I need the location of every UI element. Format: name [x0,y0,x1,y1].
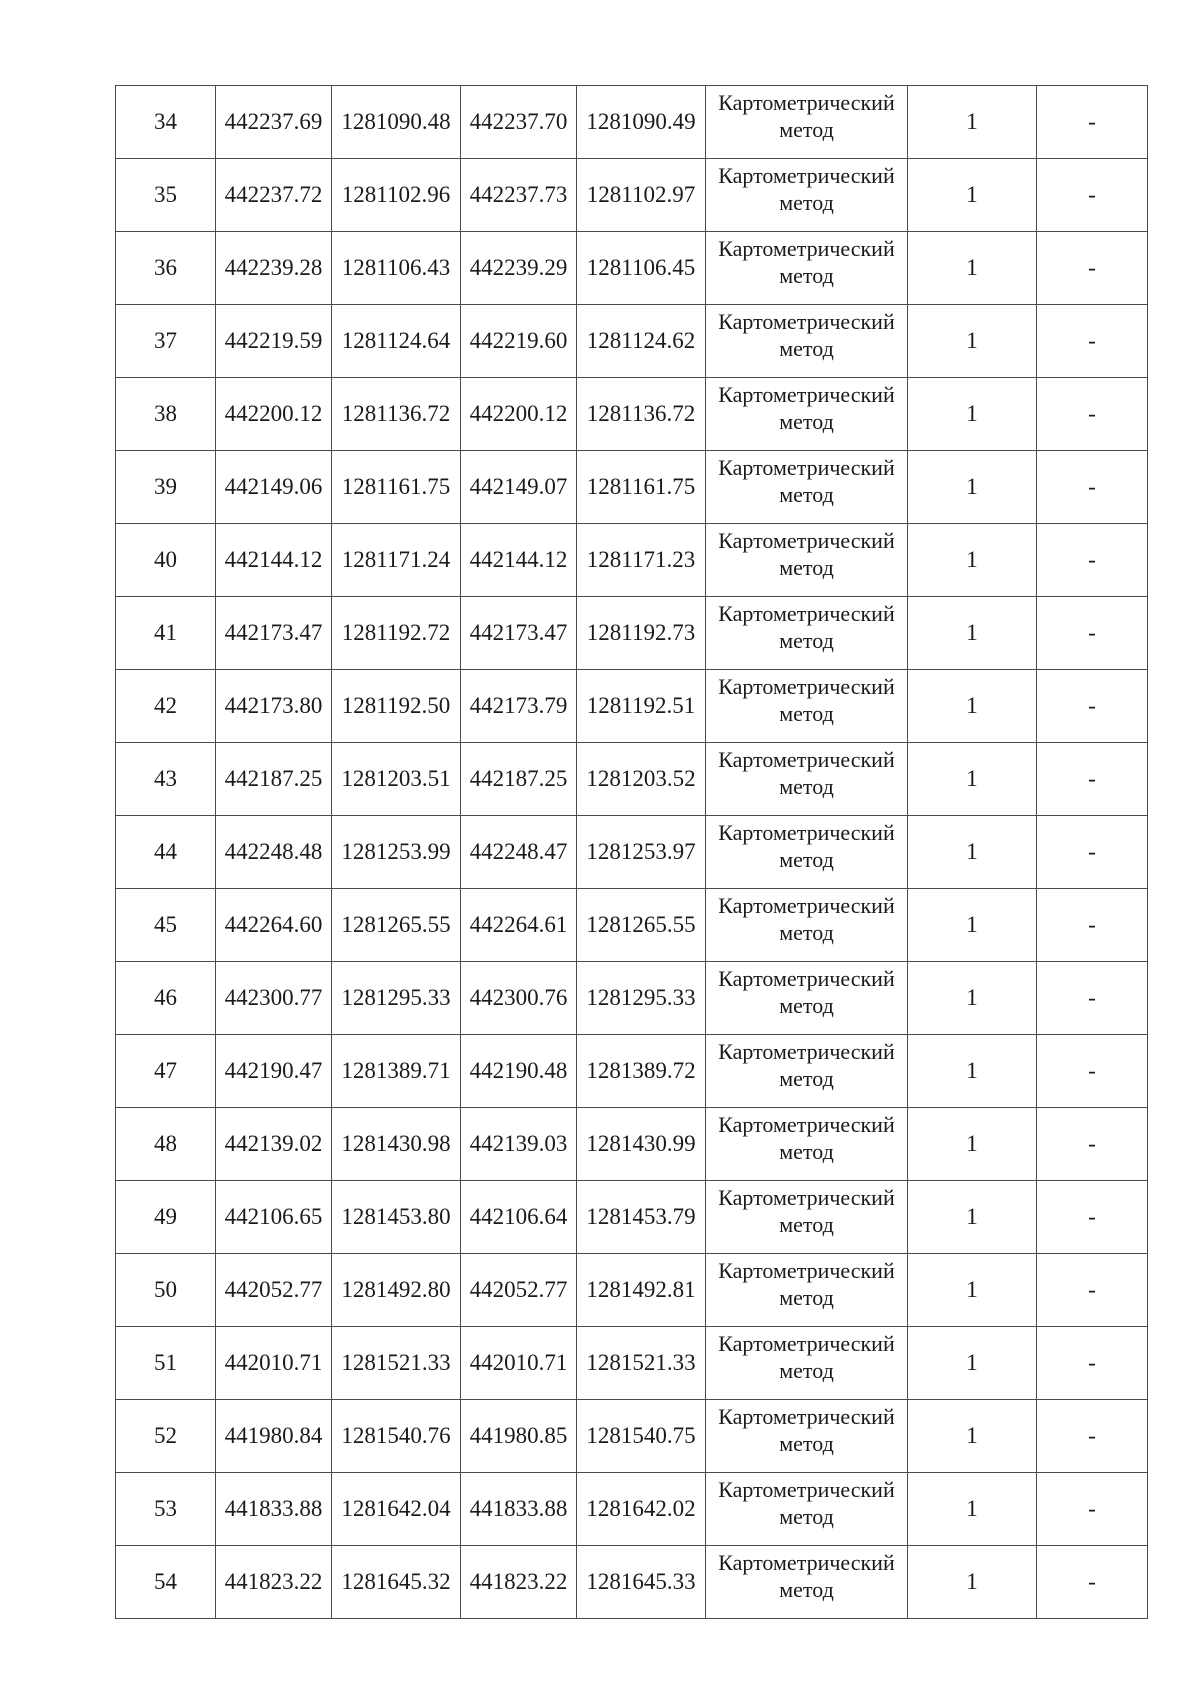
accuracy-cell: 1 [908,1254,1037,1327]
x-new-cell: 442010.71 [461,1327,577,1400]
description-cell: - [1037,451,1148,524]
x-existing-cell: 442200.12 [216,378,332,451]
y-new-cell: 1281492.81 [577,1254,706,1327]
table-row [116,1035,1148,1108]
table-row [116,159,1148,232]
x-existing-cell: 442219.59 [216,305,332,378]
y-existing-cell: 1281124.64 [332,305,461,378]
x-existing-cell: 441823.22 [216,1546,332,1619]
point-number-cell: 45 [116,889,216,962]
y-new-cell: 1281203.52 [577,743,706,816]
y-new-cell: 1281090.49 [577,86,706,159]
point-number-cell: 35 [116,159,216,232]
x-new-cell: 442052.77 [461,1254,577,1327]
description-cell: - [1037,597,1148,670]
x-existing-cell: 442264.60 [216,889,332,962]
point-number-cell: 41 [116,597,216,670]
x-new-cell: 442264.61 [461,889,577,962]
point-number-cell: 50 [116,1254,216,1327]
method-cell: Картометрический метод [706,524,908,597]
method-cell: Картометрический метод [706,743,908,816]
point-number-cell: 46 [116,962,216,1035]
y-existing-cell: 1281090.48 [332,86,461,159]
table-row [116,597,1148,670]
x-existing-cell: 442106.65 [216,1181,332,1254]
accuracy-cell: 1 [908,1035,1037,1108]
table-row [116,305,1148,378]
method-cell: Картометрический метод [706,597,908,670]
accuracy-cell: 1 [908,1181,1037,1254]
y-new-cell: 1281642.02 [577,1473,706,1546]
point-number-cell: 38 [116,378,216,451]
accuracy-cell: 1 [908,816,1037,889]
y-existing-cell: 1281492.80 [332,1254,461,1327]
y-existing-cell: 1281136.72 [332,378,461,451]
description-cell: - [1037,1546,1148,1619]
y-existing-cell: 1281521.33 [332,1327,461,1400]
x-existing-cell: 442190.47 [216,1035,332,1108]
method-cell: Картометрический метод [706,1546,908,1619]
accuracy-cell: 1 [908,889,1037,962]
y-new-cell: 1281521.33 [577,1327,706,1400]
y-new-cell: 1281430.99 [577,1108,706,1181]
description-cell: - [1037,743,1148,816]
accuracy-cell: 1 [908,670,1037,743]
y-new-cell: 1281161.75 [577,451,706,524]
point-number-cell: 48 [116,1108,216,1181]
method-cell: Картометрический метод [706,670,908,743]
table-row [116,1546,1148,1619]
accuracy-cell: 1 [908,232,1037,305]
table-row [116,1181,1148,1254]
description-cell: - [1037,1108,1148,1181]
description-cell: - [1037,816,1148,889]
y-existing-cell: 1281642.04 [332,1473,461,1546]
x-new-cell: 442106.64 [461,1181,577,1254]
table-row [116,889,1148,962]
y-new-cell: 1281192.51 [577,670,706,743]
coordinates-table [115,85,1148,1619]
accuracy-cell: 1 [908,378,1037,451]
description-cell: - [1037,1327,1148,1400]
method-cell: Картометрический метод [706,962,908,1035]
x-existing-cell: 442010.71 [216,1327,332,1400]
description-cell: - [1037,524,1148,597]
method-cell: Картометрический метод [706,1254,908,1327]
accuracy-cell: 1 [908,159,1037,232]
point-number-cell: 53 [116,1473,216,1546]
y-new-cell: 1281389.72 [577,1035,706,1108]
x-new-cell: 441980.85 [461,1400,577,1473]
method-cell: Картометрический метод [706,86,908,159]
accuracy-cell: 1 [908,962,1037,1035]
table-row [116,743,1148,816]
y-new-cell: 1281540.75 [577,1400,706,1473]
method-cell: Картометрический метод [706,1181,908,1254]
method-cell: Картометрический метод [706,378,908,451]
y-new-cell: 1281253.97 [577,816,706,889]
x-existing-cell: 442149.06 [216,451,332,524]
x-new-cell: 442144.12 [461,524,577,597]
x-existing-cell: 442173.80 [216,670,332,743]
accuracy-cell: 1 [908,1400,1037,1473]
method-cell: Картометрический метод [706,1473,908,1546]
description-cell: - [1037,86,1148,159]
x-new-cell: 442248.47 [461,816,577,889]
method-cell: Картометрический метод [706,159,908,232]
table-body [116,86,1148,1619]
y-existing-cell: 1281102.96 [332,159,461,232]
y-new-cell: 1281102.97 [577,159,706,232]
table-row [116,1473,1148,1546]
x-new-cell: 442239.29 [461,232,577,305]
y-new-cell: 1281453.79 [577,1181,706,1254]
y-existing-cell: 1281192.72 [332,597,461,670]
y-existing-cell: 1281161.75 [332,451,461,524]
point-number-cell: 34 [116,86,216,159]
y-existing-cell: 1281265.55 [332,889,461,962]
x-existing-cell: 442248.48 [216,816,332,889]
point-number-cell: 49 [116,1181,216,1254]
x-new-cell: 442300.76 [461,962,577,1035]
table-row [116,524,1148,597]
table-row [116,1327,1148,1400]
description-cell: - [1037,889,1148,962]
x-new-cell: 442139.03 [461,1108,577,1181]
method-cell: Картометрический метод [706,1327,908,1400]
method-cell: Картометрический метод [706,232,908,305]
y-existing-cell: 1281203.51 [332,743,461,816]
x-new-cell: 442173.79 [461,670,577,743]
accuracy-cell: 1 [908,1546,1037,1619]
y-existing-cell: 1281192.50 [332,670,461,743]
x-new-cell: 442173.47 [461,597,577,670]
accuracy-cell: 1 [908,86,1037,159]
table-row [116,816,1148,889]
description-cell: - [1037,670,1148,743]
point-number-cell: 42 [116,670,216,743]
x-existing-cell: 442173.47 [216,597,332,670]
x-new-cell: 442190.48 [461,1035,577,1108]
description-cell: - [1037,305,1148,378]
table-row [116,451,1148,524]
point-number-cell: 36 [116,232,216,305]
point-number-cell: 54 [116,1546,216,1619]
x-new-cell: 442200.12 [461,378,577,451]
point-number-cell: 44 [116,816,216,889]
point-number-cell: 52 [116,1400,216,1473]
description-cell: - [1037,962,1148,1035]
x-existing-cell: 442237.72 [216,159,332,232]
point-number-cell: 51 [116,1327,216,1400]
point-number-cell: 47 [116,1035,216,1108]
description-cell: - [1037,232,1148,305]
description-cell: - [1037,1254,1148,1327]
description-cell: - [1037,1035,1148,1108]
description-cell: - [1037,1400,1148,1473]
accuracy-cell: 1 [908,1108,1037,1181]
y-new-cell: 1281106.45 [577,232,706,305]
x-new-cell: 442187.25 [461,743,577,816]
table-row [116,962,1148,1035]
y-new-cell: 1281295.33 [577,962,706,1035]
point-number-cell: 43 [116,743,216,816]
y-existing-cell: 1281389.71 [332,1035,461,1108]
accuracy-cell: 1 [908,1327,1037,1400]
x-existing-cell: 442239.28 [216,232,332,305]
point-number-cell: 39 [116,451,216,524]
accuracy-cell: 1 [908,743,1037,816]
y-existing-cell: 1281171.24 [332,524,461,597]
x-existing-cell: 441833.88 [216,1473,332,1546]
y-existing-cell: 1281253.99 [332,816,461,889]
y-existing-cell: 1281295.33 [332,962,461,1035]
x-existing-cell: 442139.02 [216,1108,332,1181]
accuracy-cell: 1 [908,1473,1037,1546]
y-new-cell: 1281124.62 [577,305,706,378]
x-existing-cell: 442237.69 [216,86,332,159]
accuracy-cell: 1 [908,524,1037,597]
point-number-cell: 37 [116,305,216,378]
x-existing-cell: 442187.25 [216,743,332,816]
y-existing-cell: 1281453.80 [332,1181,461,1254]
y-new-cell: 1281136.72 [577,378,706,451]
table-row [116,1400,1148,1473]
description-cell: - [1037,1181,1148,1254]
point-number-cell: 40 [116,524,216,597]
method-cell: Картометрический метод [706,451,908,524]
y-new-cell: 1281171.23 [577,524,706,597]
description-cell: - [1037,1473,1148,1546]
table-row [116,1254,1148,1327]
accuracy-cell: 1 [908,305,1037,378]
method-cell: Картометрический метод [706,889,908,962]
table-row [116,1108,1148,1181]
description-cell: - [1037,159,1148,232]
x-new-cell: 442219.60 [461,305,577,378]
y-existing-cell: 1281430.98 [332,1108,461,1181]
method-cell: Картометрический метод [706,305,908,378]
x-existing-cell: 441980.84 [216,1400,332,1473]
x-new-cell: 442237.73 [461,159,577,232]
x-new-cell: 442237.70 [461,86,577,159]
x-existing-cell: 442052.77 [216,1254,332,1327]
accuracy-cell: 1 [908,597,1037,670]
y-new-cell: 1281265.55 [577,889,706,962]
method-cell: Картометрический метод [706,1035,908,1108]
y-existing-cell: 1281106.43 [332,232,461,305]
y-new-cell: 1281192.73 [577,597,706,670]
method-cell: Картометрический метод [706,816,908,889]
description-cell: - [1037,378,1148,451]
x-existing-cell: 442300.77 [216,962,332,1035]
accuracy-cell: 1 [908,451,1037,524]
table-row [116,670,1148,743]
method-cell: Картометрический метод [706,1108,908,1181]
method-cell: Картометрический метод [706,1400,908,1473]
x-new-cell: 442149.07 [461,451,577,524]
x-new-cell: 441823.22 [461,1546,577,1619]
x-existing-cell: 442144.12 [216,524,332,597]
y-new-cell: 1281645.33 [577,1546,706,1619]
y-existing-cell: 1281540.76 [332,1400,461,1473]
x-new-cell: 441833.88 [461,1473,577,1546]
table-row [116,378,1148,451]
table-row [116,232,1148,305]
y-existing-cell: 1281645.32 [332,1546,461,1619]
table-row [116,86,1148,159]
